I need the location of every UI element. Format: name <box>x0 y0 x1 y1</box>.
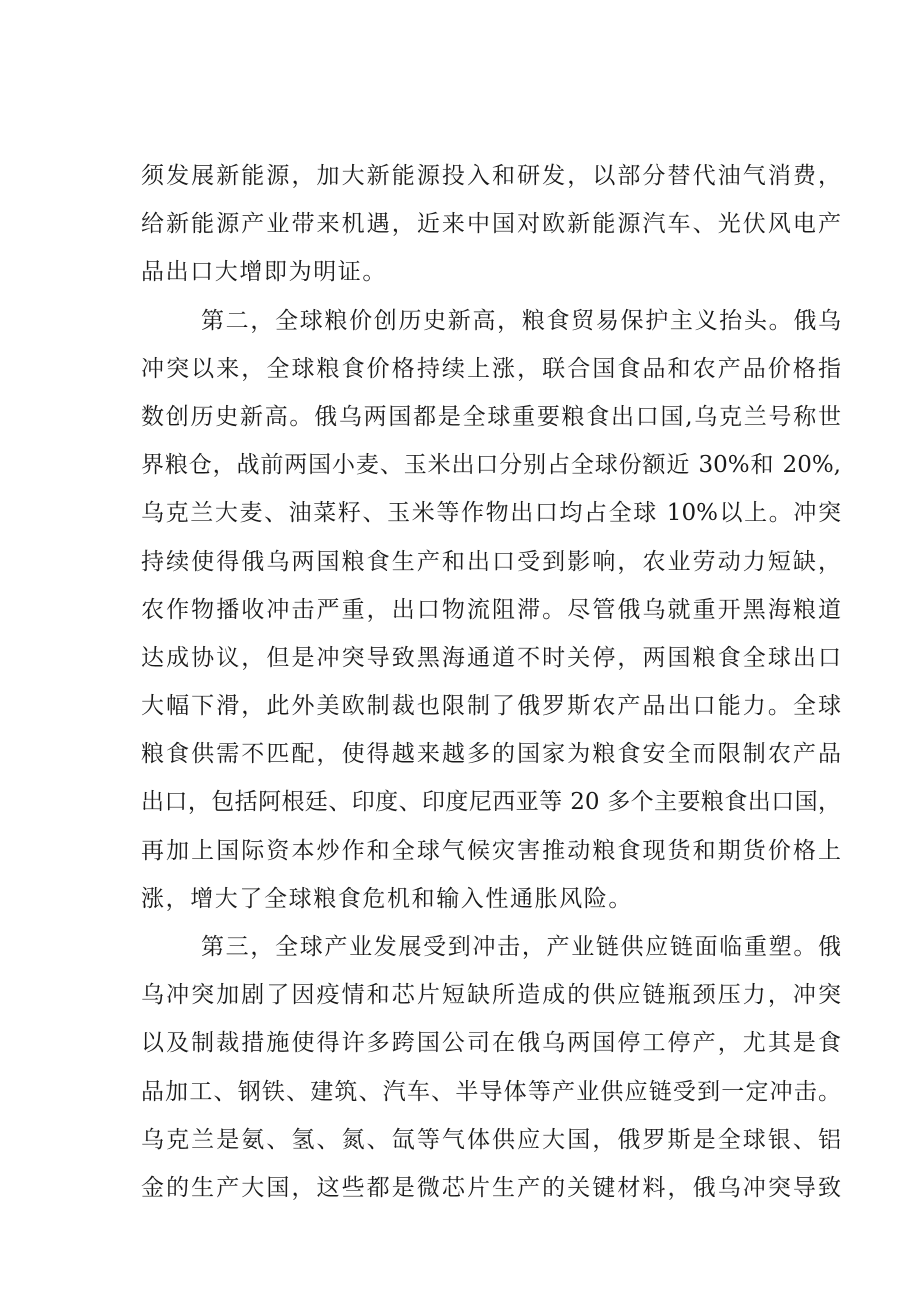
text-line: 品出口大增即为明证。 <box>141 259 387 286</box>
text-line: 农作物播收冲击严重，出口物流阻滞。尽管俄乌就重开黑海粮道 <box>141 596 841 623</box>
text-line: 品加工、钢铁、建筑、汽车、半导体等产业供应链受到一定冲击。 <box>141 1078 841 1105</box>
text-line: 持续使得俄乌两国粮食生产和出口受到影响，农业劳动力短缺， <box>141 548 841 575</box>
text-line: 出口，包括阿根廷、印度、印度尼西亚等 20 多个主要粮食出口国， <box>141 789 841 816</box>
paragraph-first-line: 第三，全球产业发展受到冲击，产业链供应链面临重塑。俄 <box>201 934 841 960</box>
text-line: 乌克兰是氨、氢、氮、氙等气体供应大国，俄罗斯是全球银、铝 <box>141 1126 841 1153</box>
text-line: 界粮仓，战前两国小麦、玉米出口分别占全球份额近 30%和 20%, <box>141 452 841 479</box>
text-line: 达成协议，但是冲突导致黑海通道不时关停，两国粮食全球出口 <box>141 644 841 671</box>
text-line: 金的生产大国，这些都是微芯片生产的关键材料，俄乌冲突导致 <box>141 1174 841 1201</box>
text-line: 给新能源产业带来机遇，近来中国对欧新能源汽车、光伏风电产 <box>141 211 841 238</box>
text-line: 冲突以来，全球粮食价格持续上涨，联合国食品和农产品价格指 <box>141 355 841 382</box>
text-line: 大幅下滑，此外美欧制裁也限制了俄罗斯农产品出口能力。全球 <box>141 693 841 720</box>
body-text <box>141 158 841 1218</box>
text-line: 以及制裁措施使得许多跨国公司在俄乌两国停工停产，尤其是食 <box>141 1030 841 1057</box>
text-line: 乌冲突加剧了因疫情和芯片短缺所造成的供应链瓶颈压力，冲突 <box>141 982 841 1009</box>
paragraph-first-line: 第二，全球粮价创历史新高，粮食贸易保护主义抬头。俄乌 <box>201 307 841 334</box>
text-line: 乌克兰大麦、油菜籽、玉米等作物出口均占全球 10%以上。冲突 <box>141 500 841 527</box>
text-line: 粮食供需不匹配，使得越来越多的国家为粮食安全而限制农产品 <box>141 741 841 768</box>
text-line: 须发展新能源，加大新能源投入和研发，以部分替代油气消费， <box>141 163 841 189</box>
text-line: 再加上国际资本炒作和全球气候灾害推动粮食现货和期货价格上 <box>141 837 841 864</box>
text-line: 数创历史新高。俄乌两国都是全球重要粮食出口国,乌克兰号称世 <box>141 403 841 430</box>
text-line: 涨，增大了全球粮食危机和输入性通胀风险。 <box>141 885 633 912</box>
